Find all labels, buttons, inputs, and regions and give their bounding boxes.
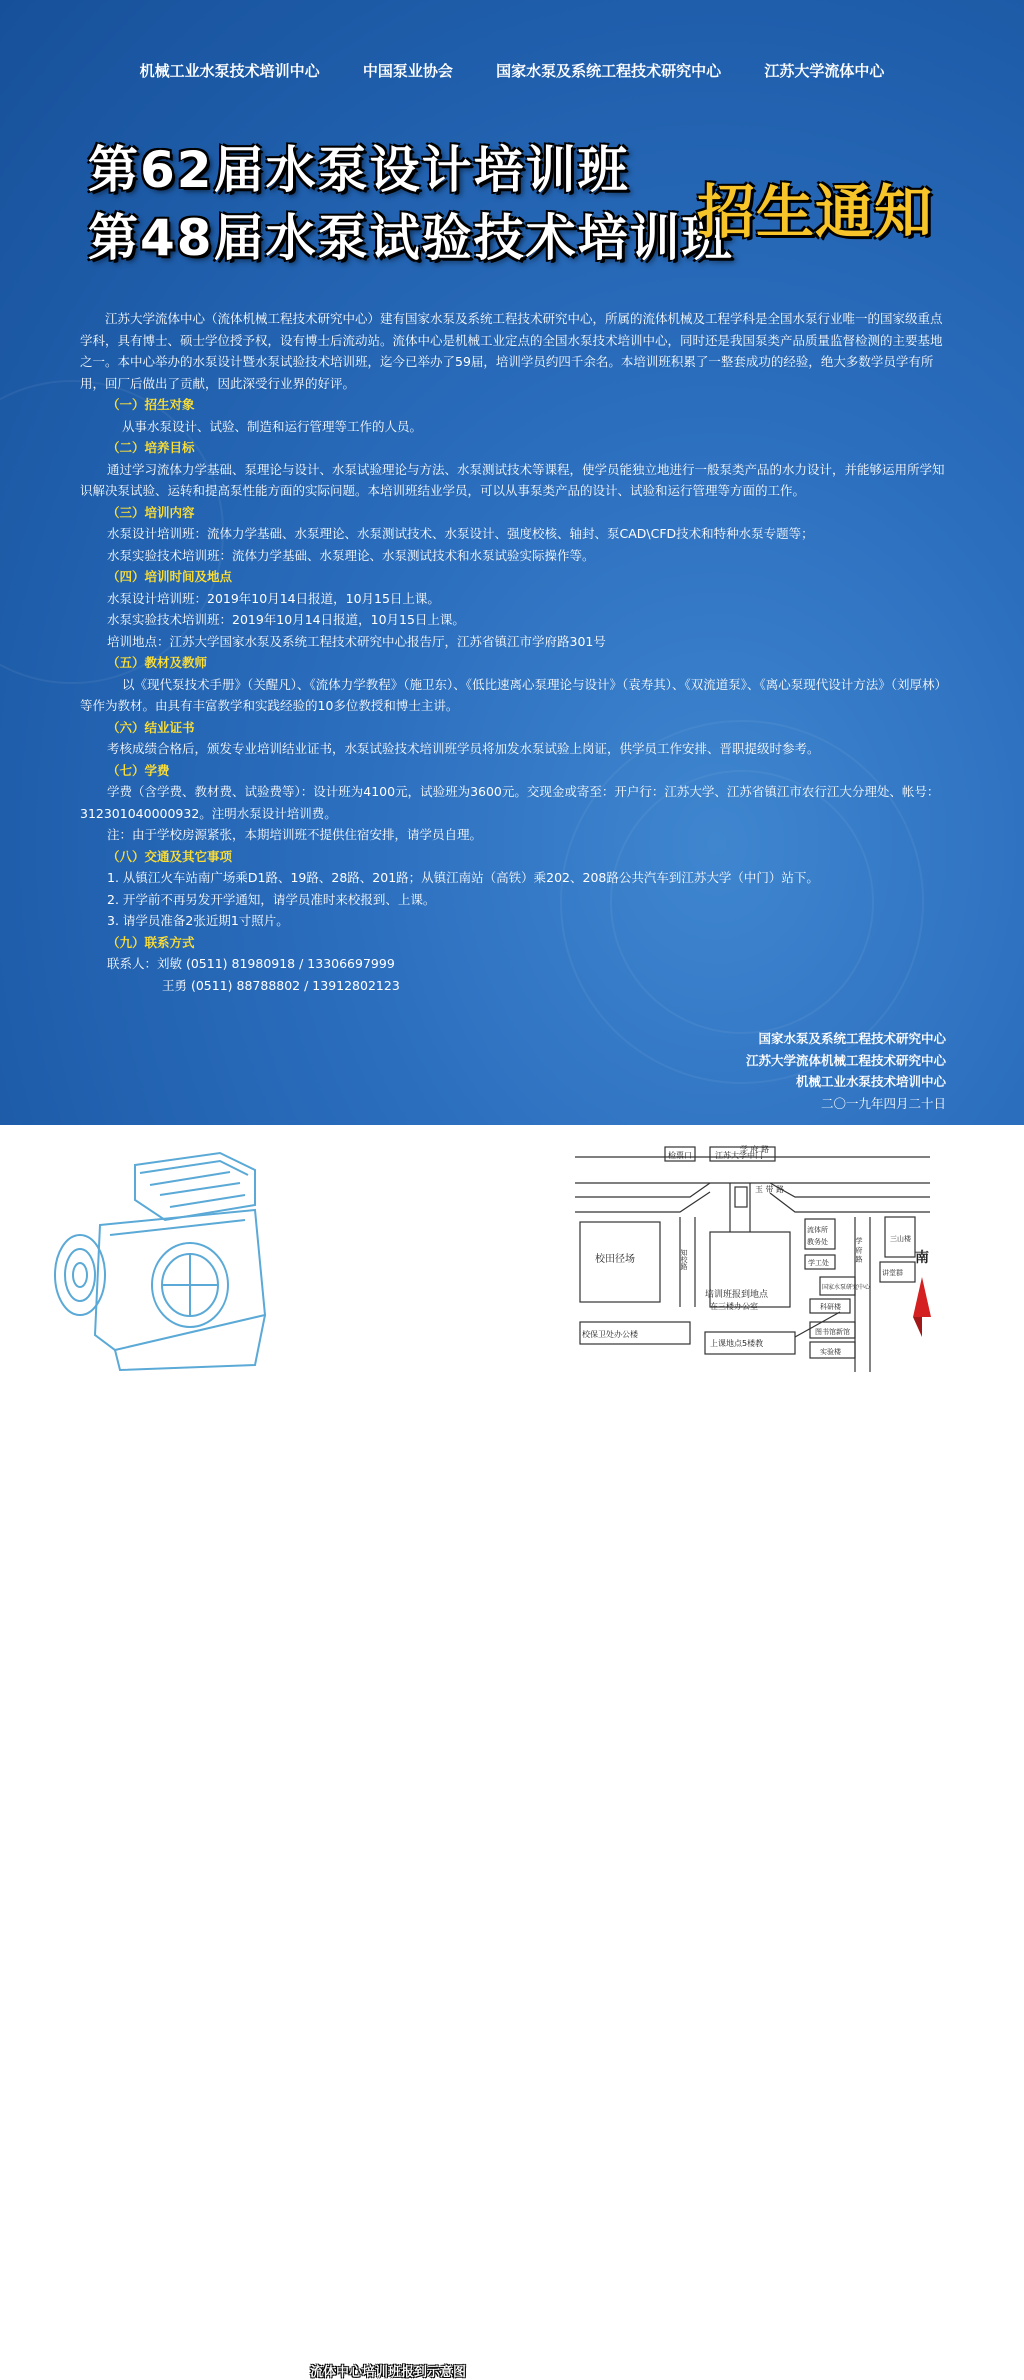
south-arrow-icon xyxy=(913,1277,931,1317)
section-text: 水泵实验技术培训班：2019年10月14日报道，10月15日上课。 xyxy=(107,612,465,627)
organizer-1: 机械工业水泵技术培训中心 xyxy=(139,62,320,80)
section-title: （三）培训内容 xyxy=(107,504,195,520)
headline-test-course: 第48届水泵试验技术培训班 xyxy=(88,209,734,267)
list-item: 2. 开学前不再另发开学通知，请学员准时来校报到、上课。 xyxy=(107,891,436,907)
section-text: 学费（含学费、教材费、试验费等）：设计班为4100元，试验班为3600元。交现金或寄至：开户行：江苏大学、江苏省镇江市农行江大分理处、帐号：312301040000932。注明水泵设计培训费。 xyxy=(80,784,940,821)
list-item: 1. 从镇江火车站南广场乘D1路、19路、28路、201路；从镇江南站（高铁）乘202、208路公共汽车到江苏大学（中门）站下。 xyxy=(107,870,819,885)
map-south-label: 南 xyxy=(915,1250,929,1266)
section-title: （七）学费 xyxy=(107,762,170,778)
headline-design-course: 第62届水泵设计培训班 xyxy=(88,141,630,199)
section-text: 考核成绩合格后，颁发专业培训结业证书，水泵试验技术培训班学员将加发水泵试验上岗证，供学员工作安排、晋职提级时参考。 xyxy=(107,741,820,756)
section-title: （二）培养目标 xyxy=(107,440,195,455)
campus-map xyxy=(570,1137,940,1377)
map-gate-label: 江苏大学中门 xyxy=(715,1151,763,1160)
map-classroom-label: 上课地点5楼教 xyxy=(710,1339,764,1348)
map-building-label: 流体所 xyxy=(807,1226,828,1234)
map-building-label: 讲堂群 xyxy=(882,1269,903,1277)
map-road-label: 学 府 路 xyxy=(740,1145,770,1154)
signoff-org: 国家水泵及系统工程技术研究中心 xyxy=(758,1031,946,1046)
organizer-3: 国家水泵及系统工程技术研究中心 xyxy=(496,62,722,80)
signoff-block xyxy=(746,1028,946,1114)
map-building-label: 学工处 xyxy=(808,1259,829,1267)
map-building-label: 实验楼 xyxy=(820,1348,841,1356)
section-text: 通过学习流体力学基础、泵理论与设计、水泵试验理论与方法、水泵测试技术等课程，使学员能独立地进行一般泵类产品的水力设计，并能够运用所学知识解决泵试验、运转和提高泵性能方面的实际问题。本培训班结业学员，可以从事泵类产品的设计、试验和运行管理等方面的工作。 xyxy=(80,461,945,498)
map-road-vertical: 学 府 路 xyxy=(855,1237,863,1263)
section-title: （六）结业证书 xyxy=(107,719,195,735)
signoff-date: 二〇一九年四月二十日 xyxy=(820,1095,946,1111)
list-item: 3. 请学员准备2张近期1寸照片。 xyxy=(107,913,289,928)
section-title: （四）培训时间及地点 xyxy=(107,569,233,584)
map-field-label: 校田径场 xyxy=(595,1254,635,1265)
map-checkin-floor: 在三楼办公室 xyxy=(710,1302,758,1311)
organizer-2: 中国泵业协会 xyxy=(362,62,453,80)
section-text: 从事水泵设计、试验、制造和运行管理等工作的人员。 xyxy=(122,418,423,434)
organizer-list xyxy=(0,60,1024,81)
map-label: 检票口 xyxy=(668,1151,692,1160)
section-text: 以《现代泵技术手册》（关醒凡）、《流体力学教程》（施卫东）、《低比速离心泵理论与设计》（袁寿其）、《双流道泵》、《离心泵现代设计方法》（刘厚林）等作为教材。由具有丰富教学和实践经验的10多位教授和博士主讲。 xyxy=(80,676,941,713)
enrollment-notice-title: 招生通知 xyxy=(697,178,934,246)
section-title: （九）联系方式 xyxy=(107,934,195,950)
organizer-4: 江苏大学流体中心 xyxy=(764,62,885,80)
map-caption: 流体中心培训班报到示意图 xyxy=(310,2365,467,2380)
contact-line: 王勇 (0511) 88788802 / 13912802123 xyxy=(162,977,400,993)
poster-background xyxy=(0,0,1024,1125)
map-checkin-label: 培训班报到地点 xyxy=(705,1290,769,1300)
south-arrow-tail-icon xyxy=(913,1317,922,1337)
section-title: （八）交通及其它事项 xyxy=(107,848,233,864)
contact-line: 联系人：刘敏 (0511) 81980918 / 13306697999 xyxy=(107,956,395,971)
section-title: （五）教材及教师 xyxy=(107,655,208,670)
bottom-panel xyxy=(0,1125,1024,2380)
signoff-org: 机械工业水泵技术培训中心 xyxy=(795,1074,946,1089)
pump-illustration xyxy=(40,1125,300,1379)
map-building-label: 三山楼 xyxy=(890,1235,911,1243)
notice-body xyxy=(80,308,946,996)
map-building-label: 科研楼 xyxy=(820,1303,841,1311)
intro-paragraph: 江苏大学流体中心（流体机械工程技术研究中心）建有国家水泵及系统工程技术研究中心，所属的流体机械及工程学科是全国水泵行业唯一的国家级重点学科，具有博士、硕士学位授予权，设有博士后流动站。流体中心是机械工业定点的全国水泵技术培训中心，同时还是我国泵类产品质量监督检测的主要基地之一。本中心举办的水泵设计暨水泵试验技术培训班，迄今已举办了59届，培训学员约四千余名。本培训班积累了一整套成功的经验，绝大多数学员学有所用，回厂后做出了贡献，因此深受行业界的好评。 xyxy=(80,311,943,391)
map-building-label: 国家水泵研究中心 xyxy=(822,1284,871,1291)
section-text: 水泵设计培训班：2019年10月14日报道，10月15日上课。 xyxy=(107,590,440,606)
signoff-org: 江苏大学流体机械工程技术研究中心 xyxy=(745,1052,946,1068)
section-text: 培训地点：江苏大学国家水泵及系统工程技术研究中心报告厅，江苏省镇江市学府路301号 xyxy=(107,633,606,649)
map-road-label: 玉 带 路 xyxy=(755,1185,785,1194)
section-note: 注：由于学校房源紧张，本期培训班不提供住宿安排，请学员自理。 xyxy=(107,827,483,842)
section-text: 水泵实验技术培训班：流体力学基础、水泵理论、水泵测试技术和水泵试验实际操作等。 xyxy=(107,547,595,563)
section-text: 水泵设计培训班：流体力学基础、水泵理论、水泵测试技术、水泵设计、强度校核、轴封、泵CAD\CFD技术和特种水泵专题等； xyxy=(107,526,814,541)
map-road-vertical: 知校路 xyxy=(680,1249,688,1270)
map-building-label: 图书馆新馆 xyxy=(815,1328,850,1336)
map-security-label: 校保卫处办公楼 xyxy=(582,1330,638,1339)
section-title: （一）招生对象 xyxy=(107,397,195,412)
map-building-label: 教务处 xyxy=(807,1238,828,1246)
